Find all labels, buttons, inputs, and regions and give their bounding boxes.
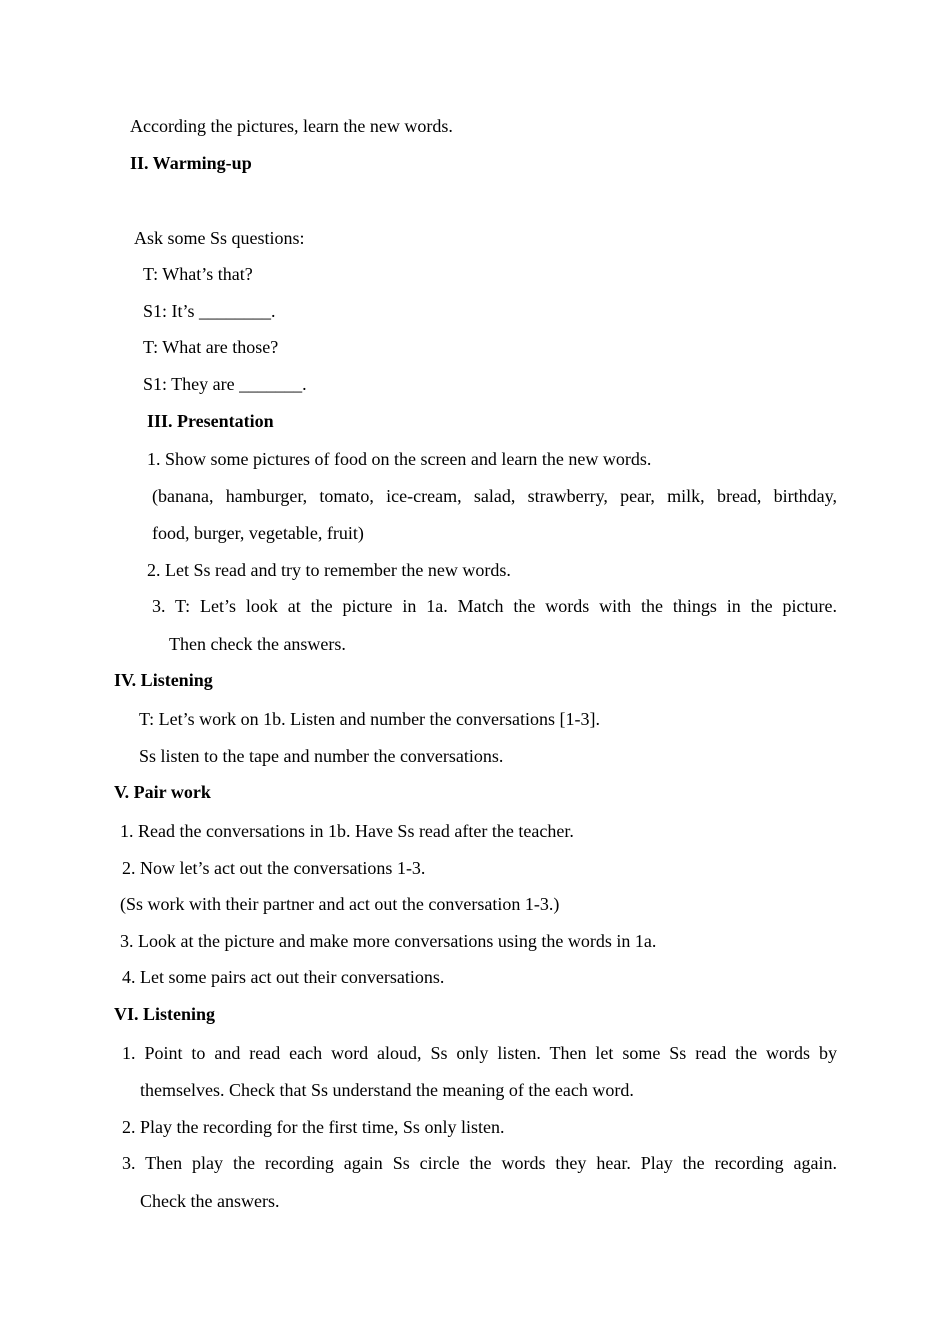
- pair-work-note: (Ss work with their partner and act out the conversation 1-3.): [120, 894, 560, 914]
- presentation-item-1: 1. Show some pictures of food on the screen and learn the new words.: [147, 449, 652, 469]
- section-heading-listening-1: IV. Listening: [114, 670, 213, 690]
- intro-text: According the pictures, learn the new words.: [130, 116, 453, 136]
- dialog-line: S1: It’s ________.: [143, 301, 276, 321]
- listening-line-2: Ss listen to the tape and number the conversations.: [139, 746, 504, 766]
- word-list-line-1: (banana, hamburger, tomato, ice-cream, salad, strawberry, pear, milk, bread, birthday,: [152, 486, 837, 506]
- pair-work-item-2: 2. Now let’s act out the conversations 1-3.: [122, 858, 426, 878]
- listening2-item-3: 3. Then play the recording again Ss circle the words they hear. Play the recording again.: [122, 1153, 837, 1173]
- dialog-line: T: What’s that?: [143, 264, 253, 284]
- section-heading-presentation: III. Presentation: [147, 411, 274, 431]
- section-heading-warming-up: II. Warming-up: [130, 153, 252, 173]
- presentation-item-2: 2. Let Ss read and try to remember the new words.: [147, 560, 511, 580]
- warmup-lead: Ask some Ss questions:: [134, 228, 305, 248]
- listening2-item-1-cont: themselves. Check that Ss understand the meaning of the each word.: [140, 1080, 634, 1100]
- pair-work-item-1: 1. Read the conversations in 1b. Have Ss read after the teacher.: [120, 821, 574, 841]
- section-heading-pair-work: V. Pair work: [114, 782, 211, 802]
- presentation-item-3: 3. T: Let’s look at the picture in 1a. Match the words with the things in the picture.: [152, 596, 837, 616]
- word-list-line-2: food, burger, vegetable, fruit): [152, 523, 364, 543]
- listening2-item-2: 2. Play the recording for the first time, Ss only listen.: [122, 1117, 505, 1137]
- dialog-line: T: What are those?: [143, 337, 279, 357]
- dialog-line: S1: They are _______.: [143, 374, 307, 394]
- pair-work-item-4: 4. Let some pairs act out their conversations.: [122, 967, 445, 987]
- section-heading-listening-2: VI. Listening: [114, 1004, 216, 1024]
- listening2-item-1: 1. Point to and read each word aloud, Ss only listen. Then let some Ss read the words by: [122, 1043, 837, 1063]
- presentation-item-3-cont: Then check the answers.: [169, 634, 346, 654]
- listening2-item-3-cont: Check the answers.: [140, 1191, 280, 1211]
- listening-line-1: T: Let’s work on 1b. Listen and number the conversations [1-3].: [139, 709, 600, 729]
- pair-work-item-3: 3. Look at the picture and make more conversations using the words in 1a.: [120, 931, 657, 951]
